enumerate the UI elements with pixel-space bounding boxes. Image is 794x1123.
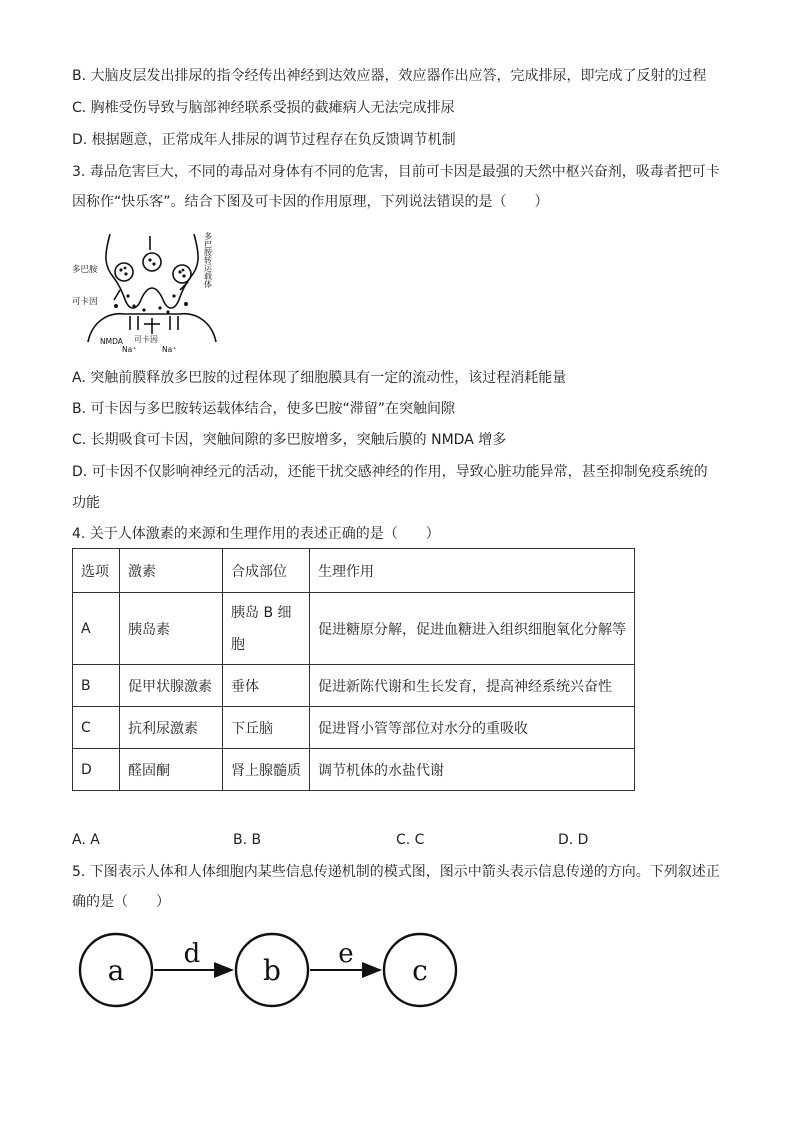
table-header-row [73,549,635,593]
label-dopamine: 多巴胺 [72,265,98,275]
q2-option-b: B. 大脑皮层发出排尿的指令经传出神经到达效应器，效应器作出应答，完成排尿，即完成了反射的过程 [72,68,707,84]
node-b-label: b [263,954,281,987]
label-cocaine-mid: 可卡因 [134,335,158,344]
synapse-cocaine-diagram [70,226,230,356]
header-effect: 生理作用 [310,549,635,593]
q4-choice-a: A. A [72,832,100,848]
table-row [73,593,635,665]
table-row [73,665,635,707]
q3-option-b: B. 可卡因与多巴胺转运载体结合，使多巴胺“滞留”在突触间隙 [72,401,456,417]
cell-hormone: 醛固酮 [120,749,223,791]
cell-hormone: 促甲状腺激素 [120,665,223,707]
cell-option: B [73,665,120,707]
cell-site: 肾上腺髓质 [223,749,310,791]
q2-option-d: D. 根据题意，正常成年人排尿的调节过程存在负反馈调节机制 [72,132,456,148]
cell-effect: 调节机体的水盐代谢 [310,749,635,791]
q3-option-c: C. 长期吸食可卡因，突触间隙的多巴胺增多，突触后膜的 NMDA 增多 [72,432,507,448]
cell-hormone: 抗利尿激素 [120,707,223,749]
q5-stem-line1: 5. 下图表示人体和人体细胞内某些信息传递机制的模式图，图示中箭头表示信息传递的方向。下列叙述正 [72,864,720,880]
cell-site-line1: 胰岛 B 细 [231,604,292,621]
q3-stem-line1: 3. 毒品危害巨大，不同的毒品对身体有不同的危害，目前可卡因是最强的天然中枢兴奋剂，吸毒者把可卡 [72,164,720,180]
q4-choice-c: C. C [396,832,425,848]
label-cocaine-left: 可卡因 [72,297,98,307]
label-na-left: Na⁺ [122,345,137,354]
cell-option: D [73,749,120,791]
cell-option: A [73,593,120,665]
header-hormone: 激素 [120,549,223,593]
header-option: 选项 [73,549,120,593]
cell-site: 下丘脑 [223,707,310,749]
label-dopamine-transporter: 多巴胺转运载体 [203,232,213,288]
cell-effect: 促进肾小管等部位对水分的重吸收 [310,707,635,749]
q4-stem: 4. 关于人体激素的来源和生理作用的表述正确的是（ ） [72,526,440,542]
cell-hormone: 胰岛素 [120,593,223,665]
label-na-right: Na⁺ [162,345,177,354]
hormone-table [72,548,635,791]
table-row [73,749,635,791]
q2-option-c: C. 胸椎受伤导致与脑部神经联系受损的截瘫病人无法完成排尿 [72,100,455,116]
cell-option: C [73,707,120,749]
cell-site-line2: 胞 [231,636,245,653]
edge-d-label: d [183,939,201,969]
label-nmda: NMDA [100,337,123,346]
q5-stem-line2: 确的是（ ） [72,894,170,910]
node-c-label: c [412,954,428,987]
cell-effect: 促进新陈代谢和生长发育，提高神经系统兴奋性 [310,665,635,707]
q3-stem-line2: 因称作“快乐客”。结合下图及可卡因的作用原理，下列说法错误的是（ ） [72,194,549,210]
q3-option-d-line2: 功能 [72,495,100,511]
cell-site: 垂体 [223,665,310,707]
q3-option-d-line1: D. 可卡因不仅影响神经元的活动，还能干扰交感神经的作用，导致心脏功能异常，甚至抑制免疫系统的 [72,464,708,480]
signal-flow-diagram [78,930,462,1014]
table-row [73,707,635,749]
q4-choice-d: D. D [558,832,589,848]
cell-effect: 促进糖原分解，促进血糖进入组织细胞氧化分解等 [310,593,635,665]
edge-e-label: e [338,939,354,969]
q4-choice-b: B. B [233,832,262,848]
node-a-label: a [107,954,125,987]
cell-site [223,593,310,665]
header-site: 合成部位 [223,549,310,593]
q3-option-a: A. 突触前膜释放多巴胺的过程体现了细胞膜具有一定的流动性，该过程消耗能量 [72,370,567,386]
